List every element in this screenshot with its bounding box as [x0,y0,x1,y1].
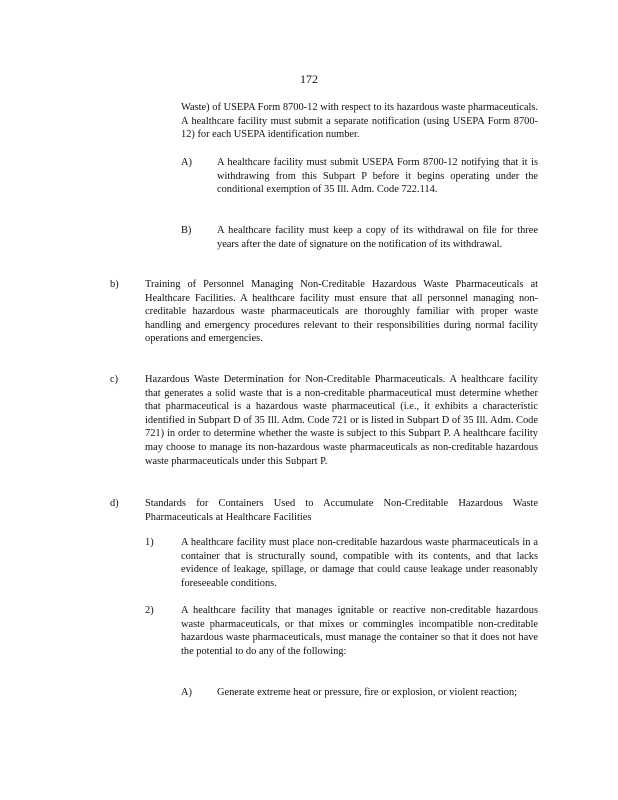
subitem-marker-A: A) [181,157,192,168]
numbered-item-marker-1: 1) [145,537,154,548]
section-text-b: Training of Personnel Managing Non-Creditable Hazardous Waste Pharmaceuticals at Healthcare Facilities. A healthcare facility must ensure that all personnel managing non-creditable hazardous waste pharmaceuticals are thoroughly familiar with proper waste handling and emergency procedures relevant to their responsibilities during normal facility operations and emergencies. [145,279,538,345]
section-marker-d: d) [110,498,119,509]
section-text-d: Standards for Containers Used to Accumulate Non-Creditable Hazardous Waste Pharmaceuticals at Healthcare Facilities [145,498,538,523]
subitem-text-B: A healthcare facility must keep a copy of its withdrawal on file for three years after the date of signature on the notification of its withdrawal. [217,225,538,250]
final-subitem-marker-A: A) [181,687,192,698]
numbered-item-marker-2: 2) [145,605,154,616]
page-number: 172 [300,72,318,86]
subitem-marker-B: B) [181,225,192,236]
numbered-item-text-1: A healthcare facility must place non-creditable hazardous waste pharmaceuticals in a container that is structurally sound, compatible with its contents, and that lacks evidence of leakage, spillage, or damage that could cause leakage under reasonably foreseeable conditions. [181,537,538,589]
intro-paragraph: Waste) of USEPA Form 8700-12 with respect to its hazardous waste pharmaceuticals. A healthcare facility must submit a separate notification (using USEPA Form 8700-12) for each USEPA identification number. [181,102,538,141]
section-marker-b: b) [110,279,119,290]
final-subitem-text-A: Generate extreme heat or pressure, fire or explosion, or violent reaction; [217,687,518,698]
section-marker-c: c) [110,374,119,385]
subitem-text-A: A healthcare facility must submit USEPA Form 8700-12 notifying that it is withdrawing from this Subpart P before it begins operating under the conditional exemption of 35 Ill. Adm. Code 722.114. [217,157,538,196]
section-text-c: Hazardous Waste Determination for Non-Creditable Pharmaceuticals. A healthcare facility that generates a solid waste that is a non-creditable pharmaceutical must determine whether that pharmaceutical is a hazardous waste pharmaceutical (i.e., it exhibits a characteristic identified in Subpart D of 35 Ill. Adm. Code 721 or is listed in Subpart D of 35 Ill. Adm. Code 721) in order to determine whether the waste is subject to this Subpart P. A healthcare facility may choose to manage its non-hazardous waste pharmaceuticals as non-creditable hazardous waste pharmaceuticals under this Subpart P. [145,374,538,467]
numbered-item-text-2: A healthcare facility that manages ignitable or reactive non-creditable hazardous waste pharmaceuticals, or that mixes or commingles incompatible non-creditable hazardous waste pharmaceuticals, must manage the container so that it does not have the potential to do any of the following: [181,605,538,657]
